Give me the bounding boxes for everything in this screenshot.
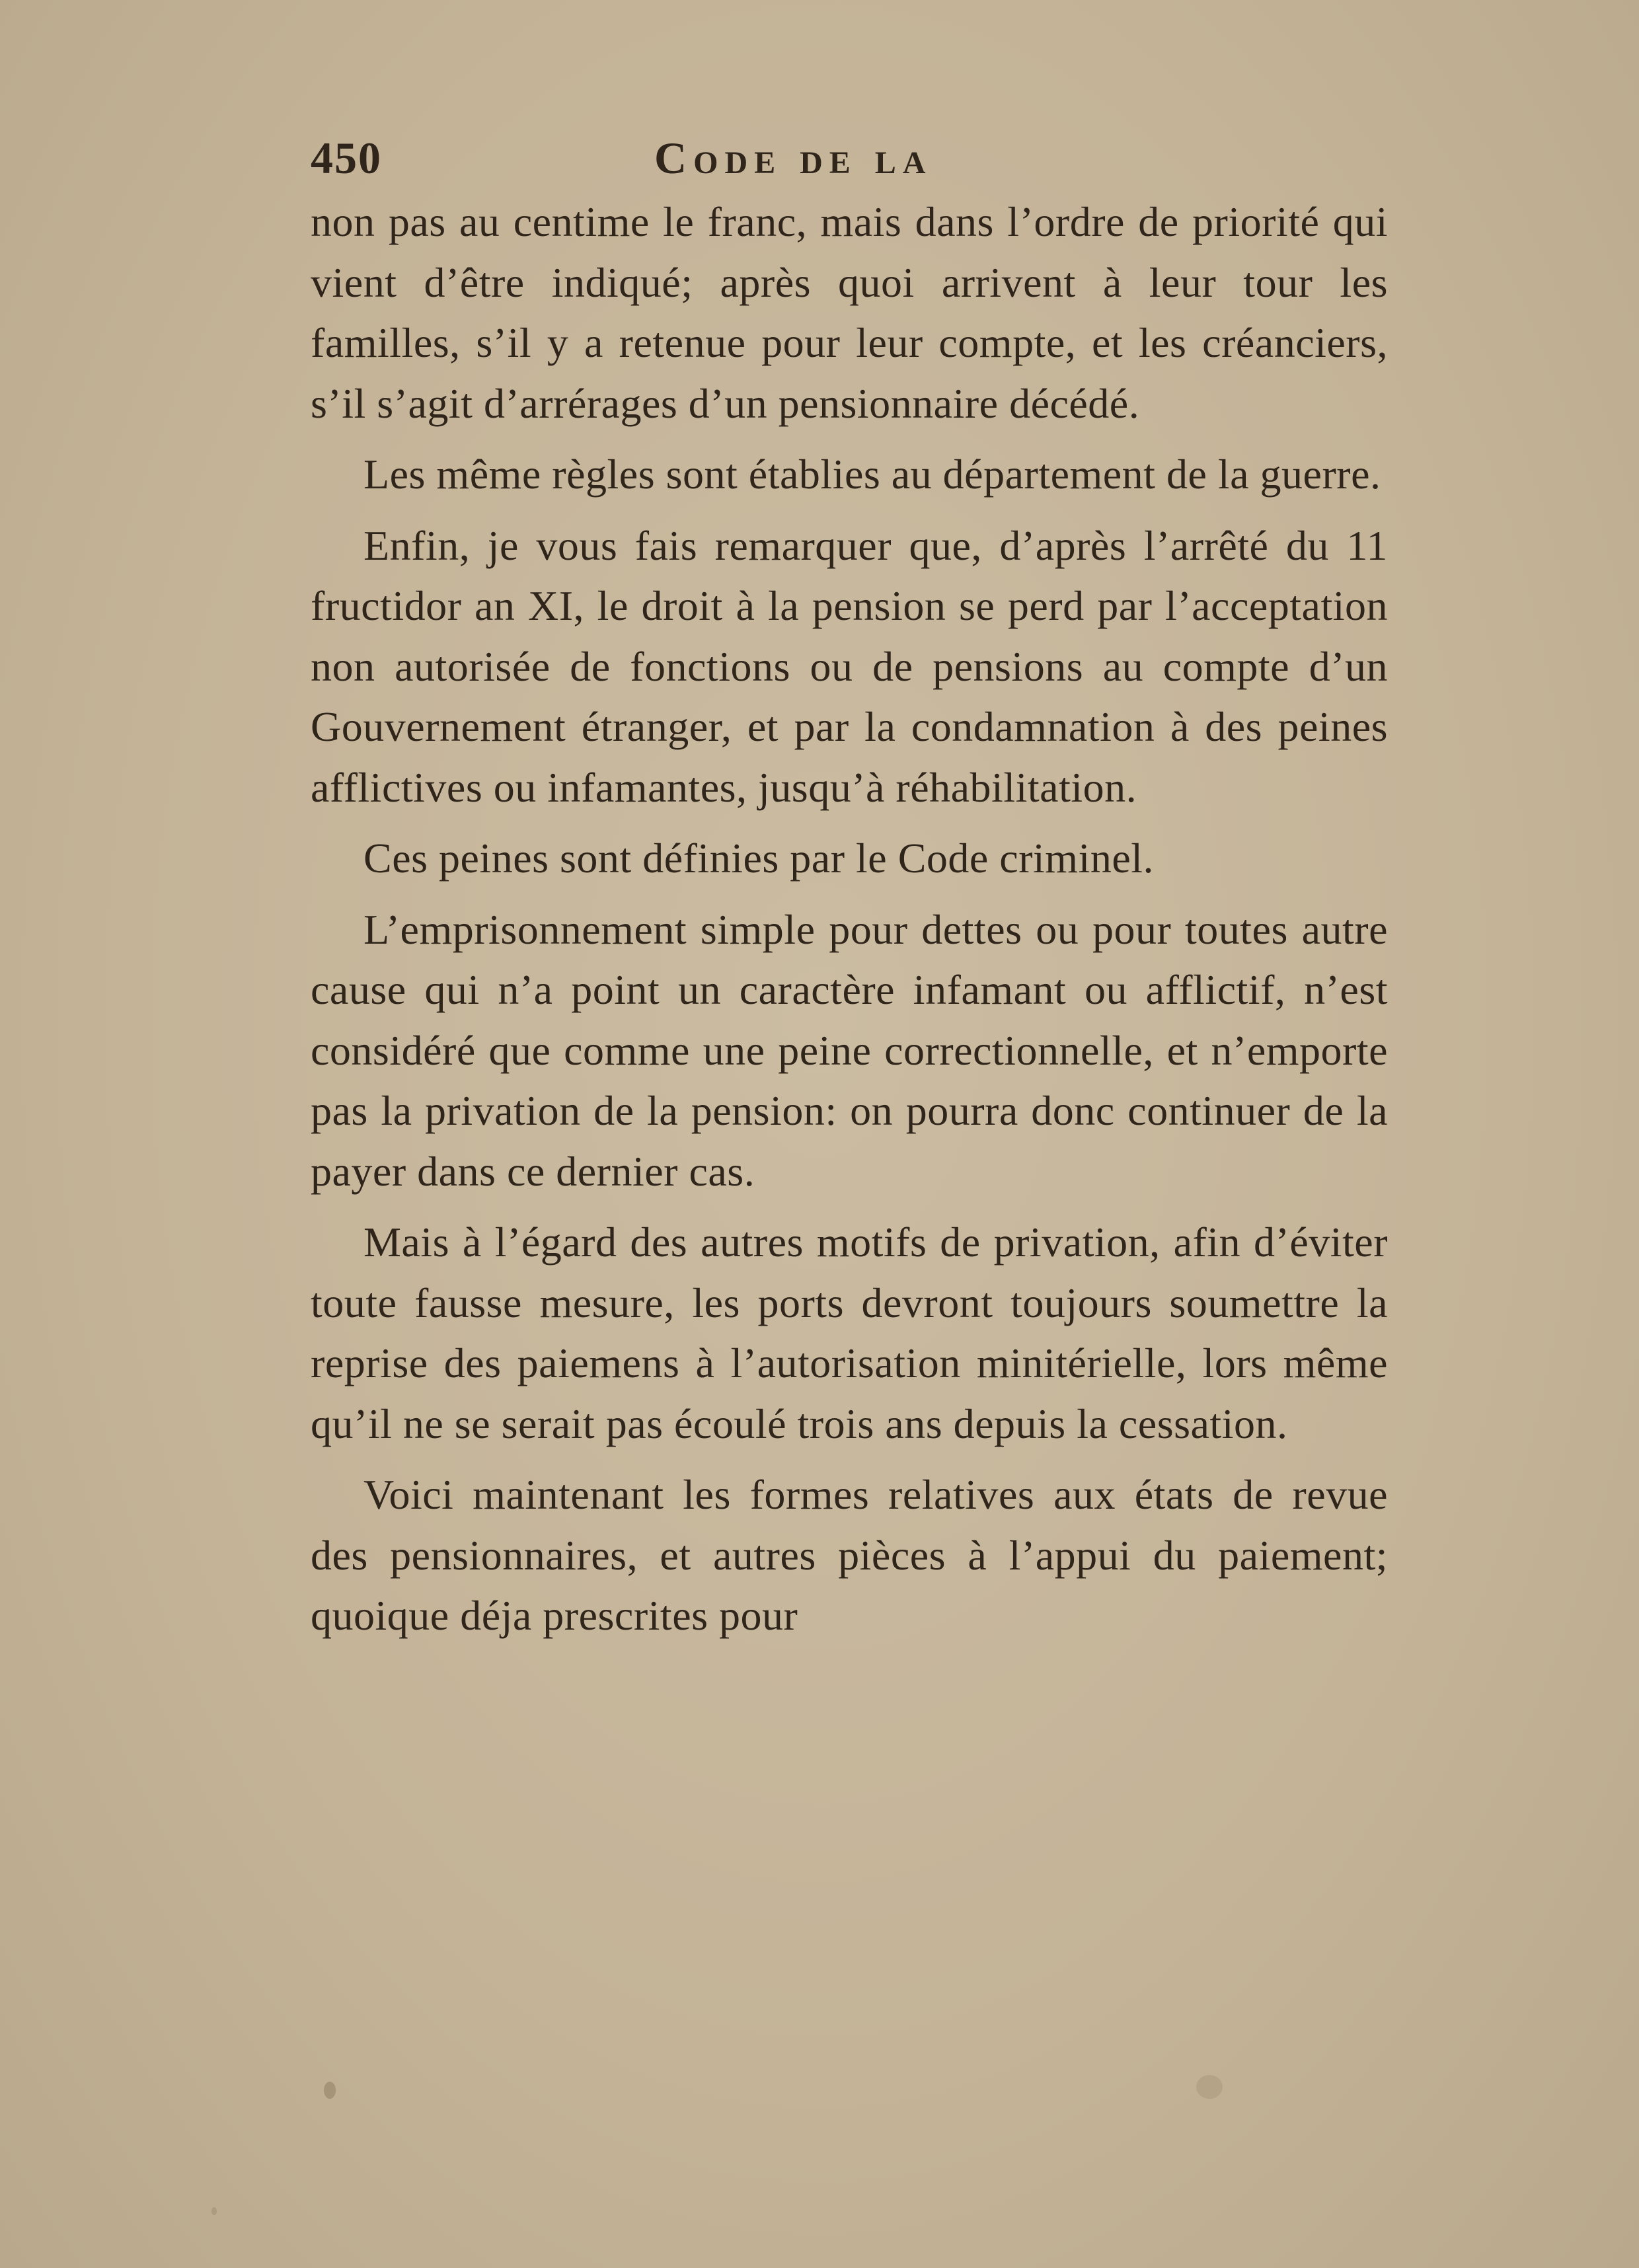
paragraph-3: Enfin, je vous fais remarquer que, d’après l’arrêté du 11 fructidor an XI, le droit à la pension se perd par l’acceptation non autorisée de fonctions ou de pensions au compte d’un Gouvernement étranger, et par la condamnation à des peines afflictives ou infamantes, jusqu’à réhabilitation. (311, 521, 1388, 811)
paragraph-2: Les même règles sont établies au département de la guerre. (363, 451, 1381, 498)
paragraph-6: Mais à l’égard des autres motifs de privation, afin d’éviter toute fausse mesure, les ports devront toujours soumettre la reprise des paiemens à l’autorisation minitérielle, lors même qu’il ne se serait pas écoulé trois ans depuis la cessation. (311, 1219, 1388, 1447)
paragraph-7: Voici maintenant les formes relatives aux états de revue des pensionnaires, et autres pièces à l’appui du paiement; quoique déja prescrites pour (311, 1471, 1388, 1639)
paragraph-1: non pas au centime le franc, mais dans l’ordre de priorité qui vient d’être indiqué; après quoi arrivent à leur tour les familles, s’il y a retenue pour leur compte, et les créanciers, s’il s’agit d’arrérages d’un pensionnaire décédé. (311, 198, 1388, 427)
paper-stain (324, 2082, 336, 2099)
body-text (311, 192, 1388, 1657)
paper-stain (1196, 2075, 1223, 2099)
paragraph-5: L’emprisonnement simple pour dettes ou pour toutes autre cause qui n’a point un caractère infamant ou afflictif, n’est considéré que comme une peine correctionnelle, et n’emporte pas la privation de la pension: on pourra donc continuer de la payer dans ce dernier cas. (311, 905, 1388, 1195)
paragraph-4: Ces peines sont définies par le Code criminel. (363, 835, 1155, 882)
paper-stain (211, 2207, 217, 2215)
page-header (311, 132, 1394, 185)
running-title: Code de la (654, 133, 933, 183)
page-number: 450 (311, 133, 382, 183)
